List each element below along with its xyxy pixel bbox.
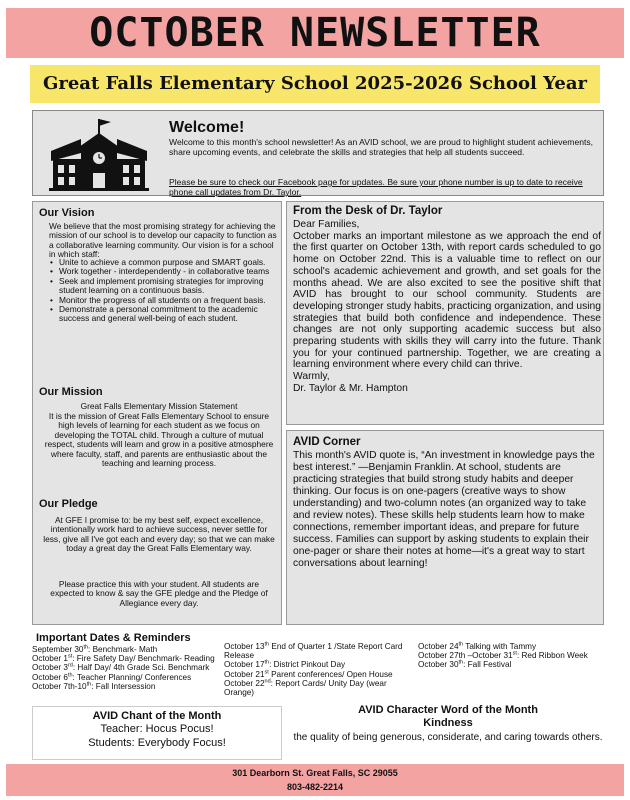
letter-signature: Dr. Taylor & Mr. Hampton <box>293 382 408 394</box>
footer <box>6 764 624 796</box>
pledge-note: Please practice this with your student. All students are expected to know & say the GFE pledge and the Pledge of Allegiance every day. <box>50 579 268 608</box>
list-item: October 21st Parent conferences/ Open House <box>224 668 393 679</box>
list-item: October 7th-10th: Fall Intersession <box>32 681 156 691</box>
letter-closing: Warmly, <box>293 371 330 383</box>
pledge-text: At GFE I promise to: be my best self, expect excellence, intentionally work hard to achieve success, never settle for less, give all I've got each and every day; so that we can make today a great day the Great Falls Elementary way. <box>43 515 275 554</box>
mission-text: It is the mission of Great Falls Elementary School to ensure high levels of learning for each student as we focus on developing the TOTAL child. Through a culture of mutual respect, students will learn and grow in a positive atmosphere where faculty, staff, and parents are enthusiastic about the teaching and learning process. <box>44 411 274 469</box>
list-item: • Monitor the progress of all students on a frequent basis. <box>59 296 279 305</box>
dates-column-3 <box>418 642 602 670</box>
principal-letter-body <box>293 219 601 395</box>
chant-student-line: Students: Everybody Focus! <box>88 737 226 749</box>
character-word: Kindness <box>423 717 473 729</box>
list-item: • Unite to achieve a common purpose and SMART goals. <box>59 258 279 267</box>
list-item: October 13th End of Quarter 1 /State Report Card Release <box>224 641 403 661</box>
school-building-icon <box>49 117 149 191</box>
mission-title: Our Mission <box>39 386 103 398</box>
vision-list <box>49 258 279 324</box>
welcome-text: Welcome to this month's school newsletter! As an AVID school, we are proud to highlight student achievements, share upcoming events, and celebrate the skills and strategies that help all students succeed. <box>169 137 594 157</box>
list-item: October 24th Talking with Tammy <box>418 641 537 651</box>
facebook-update-link[interactable]: Please be sure to check our Facebook page for updates. Be sure your phone number is up to date to receive phone call updates from Dr. Taylor. <box>169 177 583 197</box>
welcome-title: Welcome! <box>169 119 245 136</box>
dates-column-2 <box>224 642 414 697</box>
list-item: • Work together - interdependently - in collaborative teams <box>59 267 279 276</box>
character-word-definition: the quality of being generous, considerate, and caring towards others. <box>293 732 603 743</box>
school-phone: 803-482-2214 <box>286 782 344 792</box>
character-word-section <box>292 704 604 762</box>
list-item: October 22nd: Report Cards/ Unity Day (wear Orange) <box>224 678 387 698</box>
pledge-title: Our Pledge <box>39 498 98 510</box>
avid-corner-panel <box>286 430 604 625</box>
vision-title: Our Vision <box>39 207 95 219</box>
list-item: September 30th: Benchmark- Math <box>32 644 158 654</box>
chant-title: AVID Chant of the Month <box>92 710 222 722</box>
list-item: October 17th: District Pinkout Day <box>224 659 346 670</box>
list-item: October 1st: Fire Safety Day/ Benchmark- Reading <box>32 653 215 664</box>
dates-title: Important Dates & Reminders <box>36 632 191 644</box>
avid-corner-title: AVID Corner <box>293 436 361 448</box>
school-year-banner: Great Falls Elementary School 2025-2026 School Year <box>30 65 600 103</box>
letter-greeting: Dear Families, <box>293 219 360 230</box>
list-item: • Demonstrate a personal commitment to the academic success and general well-being of each student. <box>59 305 279 324</box>
vision-intro: We believe that the most promising strategy for achieving the mission of our school is to develop our capacity to function as a collaborative learning community. Our vision is for a school in which staff: <box>49 221 277 260</box>
avid-corner-text: This month's AVID quote is, “An investment in knowledge pays the best interest.” —Benjamin Franklin. At school, students are practicing strategies that build strong study habits and deeper thinking. Our focus is on one-pagers (creative ways to show understanding) and two-column notes (an organized way to take and review notes). These skills help students learn how to make connections, remember important ideas, and prepare for future success. Families can support by asking students to explain their one-pager or share their notes at home—it's a great way to start conversations about learning! <box>293 450 595 569</box>
dates-column-1 <box>32 645 222 691</box>
principal-letter-panel <box>286 201 604 425</box>
newsletter-title: OCTOBER NEWSLETTER <box>6 8 624 58</box>
welcome-section <box>32 110 604 196</box>
avid-chant-section <box>32 706 282 760</box>
chant-teacher-line: Teacher: Hocus Pocus! <box>100 723 214 735</box>
mission-statement-title: Great Falls Elementary Mission Statement <box>80 401 238 411</box>
list-item: October 3rd: Half Day/ 4th Grade Sci. Benchmark <box>32 662 210 673</box>
character-word-title: AVID Character Word of the Month <box>358 704 538 716</box>
list-item: October 30th: Fall Festival <box>418 659 512 670</box>
important-dates-section <box>32 632 602 702</box>
list-item: October 27th –October 31st: Red Ribbon Week <box>418 650 588 661</box>
principal-letter-title: From the Desk of Dr. Taylor <box>293 205 443 217</box>
list-item: • Seek and implement promising strategies for improving student learning on a continuous basis. <box>59 277 279 296</box>
letter-body: October marks an important milestone as we approach the end of the first quarter on October 13th, with report cards scheduled to go home on October 22nd. This is a valuable time to reflect on our school's academic achievement and growth, and set goals for the months ahead. We are also excited to see the positive shift that AVID has brought to our school community. Students are developing stronger study habits, practicing organization, and using strategies that build both confidence and independence. These changes are not only supporting academic success but also preparing students with skills they will carry into the future. Thank you for your continued partnership. Together, we are creating a learning environment where every child can thrive. <box>293 230 601 371</box>
vision-mission-pledge-panel <box>32 201 282 625</box>
school-address: 301 Dearborn St. Great Falls, SC 29055 <box>232 768 398 778</box>
list-item: October 6th: Teacher Planning/ Conferences <box>32 671 192 682</box>
